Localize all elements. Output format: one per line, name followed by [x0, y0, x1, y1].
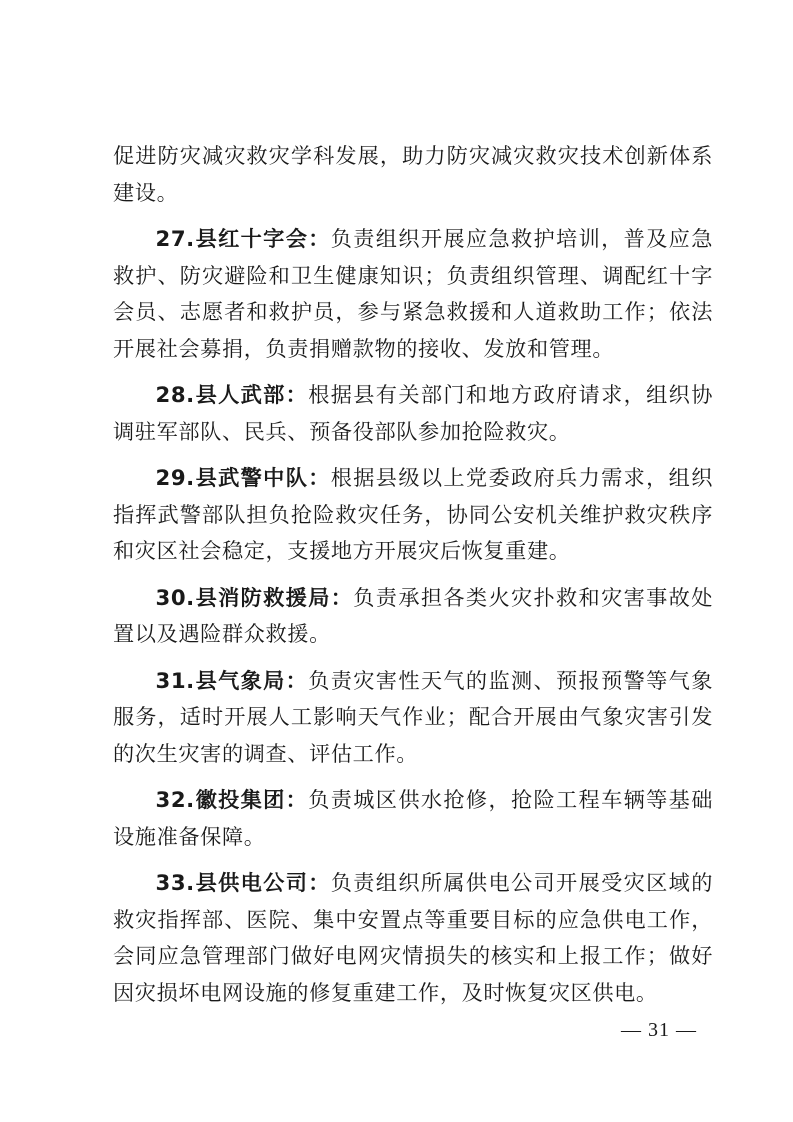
- paragraph-armed-police: [113, 460, 713, 570]
- paragraph-heading: 30.县消防救援局：: [155, 584, 354, 610]
- paragraph-text: 负责城区供水抢修，抢险工程车辆等基础设施准备保障。: [113, 787, 713, 849]
- paragraph-text: 负责组织开展应急救护培训，普及应急救护、防灾避险和卫生健康知识；负责组织管理、调配红十字会员、志愿者和救护员，参与紧急救援和人道救助工作；依法开展社会募捐，负责捐赠款物的接收、发放和管理。: [113, 226, 713, 361]
- paragraph-red-cross: [113, 221, 713, 367]
- page-number: — 31 —: [621, 1019, 697, 1041]
- paragraph-text: 负责承担各类火灾扑救和灾害事故处置以及遇险群众救援。: [113, 584, 713, 646]
- paragraph-heading: 27.县红十字会：: [155, 226, 331, 251]
- paragraph-heading: 33.县供电公司：: [155, 870, 331, 895]
- paragraph-huitou-group: [113, 782, 713, 855]
- paragraph-continuation: [113, 138, 713, 211]
- paragraph-fire-rescue: [113, 580, 713, 653]
- paragraph-heading: 28.县人武部：: [155, 382, 309, 407]
- paragraph-text: 促进防灾减灾救灾学科发展，助力防灾减灾救灾技术创新体系建设。: [113, 143, 713, 205]
- paragraph-text: 负责组织所属供电公司开展受灾区域的救灾指挥部、医院、集中安置点等重要目标的应急供电工作，会同应急管理部门做好电网灾情损失的核实和上报工作；做好因灾损坏电网设施的修复重建工作，及时恢复灾区供电。: [113, 870, 713, 1005]
- paragraph-armed-forces-dept: [113, 377, 713, 450]
- paragraph-text: 负责灾害性天气的监测、预报预警等气象服务，适时开展人工影响天气作业；配合开展由气象灾害引发的次生灾害的调查、评估工作。: [113, 667, 713, 766]
- paragraph-meteorology: [113, 663, 713, 773]
- paragraph-text: 根据县有关部门和地方政府请求，组织协调驻军部队、民兵、预备役部队参加抢险救灾。: [113, 382, 713, 444]
- paragraph-heading: 31.县气象局：: [155, 667, 309, 693]
- paragraph-heading: 32.徽投集团：: [155, 787, 309, 812]
- paragraph-power-supply: [113, 865, 713, 1011]
- paragraph-heading: 29.县武警中队：: [155, 465, 331, 490]
- paragraph-text: 根据县级以上党委政府兵力需求，组织指挥武警部队担负抢险救灾任务，协同公安机关维护救灾秩序和灾区社会稳定，支援地方开展灾后恢复重建。: [113, 465, 713, 563]
- document-body: [113, 138, 713, 1011]
